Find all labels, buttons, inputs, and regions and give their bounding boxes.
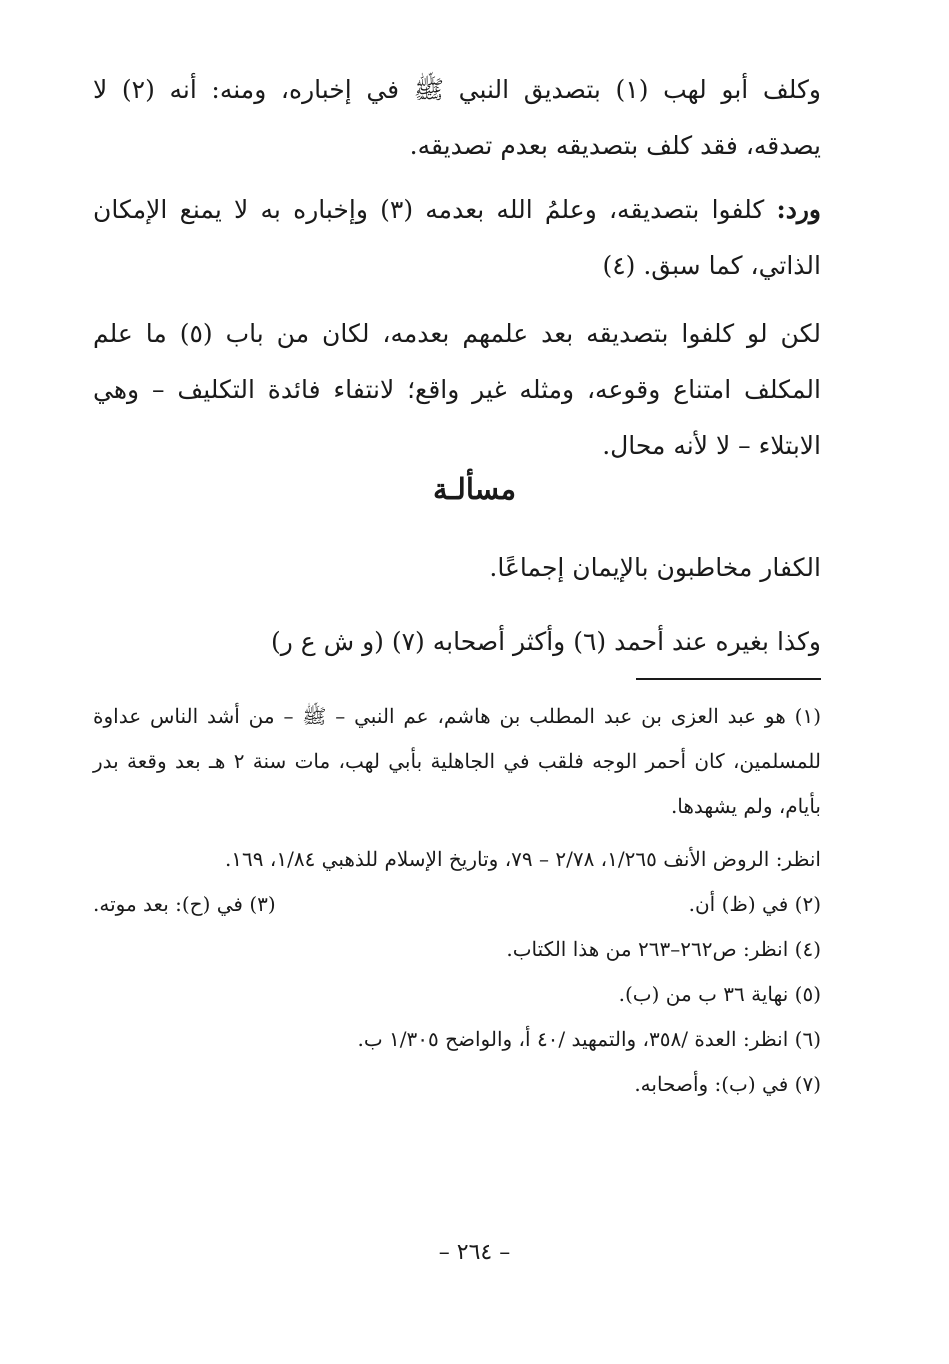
paragraph-5-text: وكذا بغيره عند أحمد (٦) وأكثر أصحابه (٧) (و ش ع ر) (270, 627, 821, 656)
page-number: – ٢٦٤ – (438, 1240, 511, 1265)
footnote-5: (٥) نهاية ٣٦ ب من (ب). (618, 982, 821, 1006)
paragraph-5 (93, 614, 821, 670)
paragraph-1-text: وكلف أبو لهب (١) بتصديق النبي ﷺ في إخباره، ومنه: أنه (٢) لا يصدقه، فقد كلف بتصديقه بعدم تصديقه. (93, 75, 821, 160)
footnote-1-reference: انظر: الروض الأنف ١/٢٦٥، ٢/٧٨ – ٧٩، وتاريخ الإسلام للذهبي ١/٨٤، ١٦٩. (224, 847, 821, 871)
paragraph-2-lead: ورد: (776, 195, 821, 224)
paragraph-2 (93, 182, 821, 294)
footnote-2: (٢) في (ظ) أن. (688, 892, 821, 916)
paragraph-3-text: لكن لو كلفوا بتصديقه بعد علمهم بعدمه، لكان من باب (٥) ما علم المكلف امتناع وقوعه، ومثله غير واقع؛ لانتفاء فائدة التكليف – وهي الابتلاء – لا لأنه محال. (93, 319, 821, 460)
paragraph-2-text: كلفوا بتصديقه، وعلمُ الله بعدمه (٣) وإخباره به لا يمنع الإمكان الذاتي، كما سبق. (٤) (93, 195, 821, 280)
section-heading: مسألـة (432, 472, 517, 506)
paragraph-4 (93, 540, 821, 596)
footnote-4: (٤) انظر: ص٢٦٢–٢٦٣ من هذا الكتاب. (506, 937, 821, 961)
footnote-7: (٧) في (ب): وأصحابه. (634, 1072, 821, 1096)
paragraph-3 (93, 306, 821, 474)
paragraph-1 (93, 62, 821, 174)
footnote-row-2-3 (93, 882, 821, 927)
paragraph-4-text: الكفار مخاطبون بالإيمان إجماعًا. (489, 553, 821, 582)
footnote-6: (٦) انظر: العدة /٣٥٨، والتمهيد /٤٠ أ، والواضح ١/٣٠٥ ب. (357, 1027, 821, 1051)
footnotes (93, 694, 821, 1107)
footnote-1: (١) هو عبد العزى بن عبد المطلب بن هاشم، عم النبي – ﷺ – من أشد الناس عداوة للمسلمين، كان أحمر الوجه فلقب في الجاهلية بأبي لهب، مات سنة ٢ هـ بعد وقعة بدر بأيام، ولم يشهدها. (93, 704, 821, 818)
footnote-divider (636, 678, 821, 680)
footnote-3: (٣) في (ح): بعد موته. (93, 892, 276, 916)
